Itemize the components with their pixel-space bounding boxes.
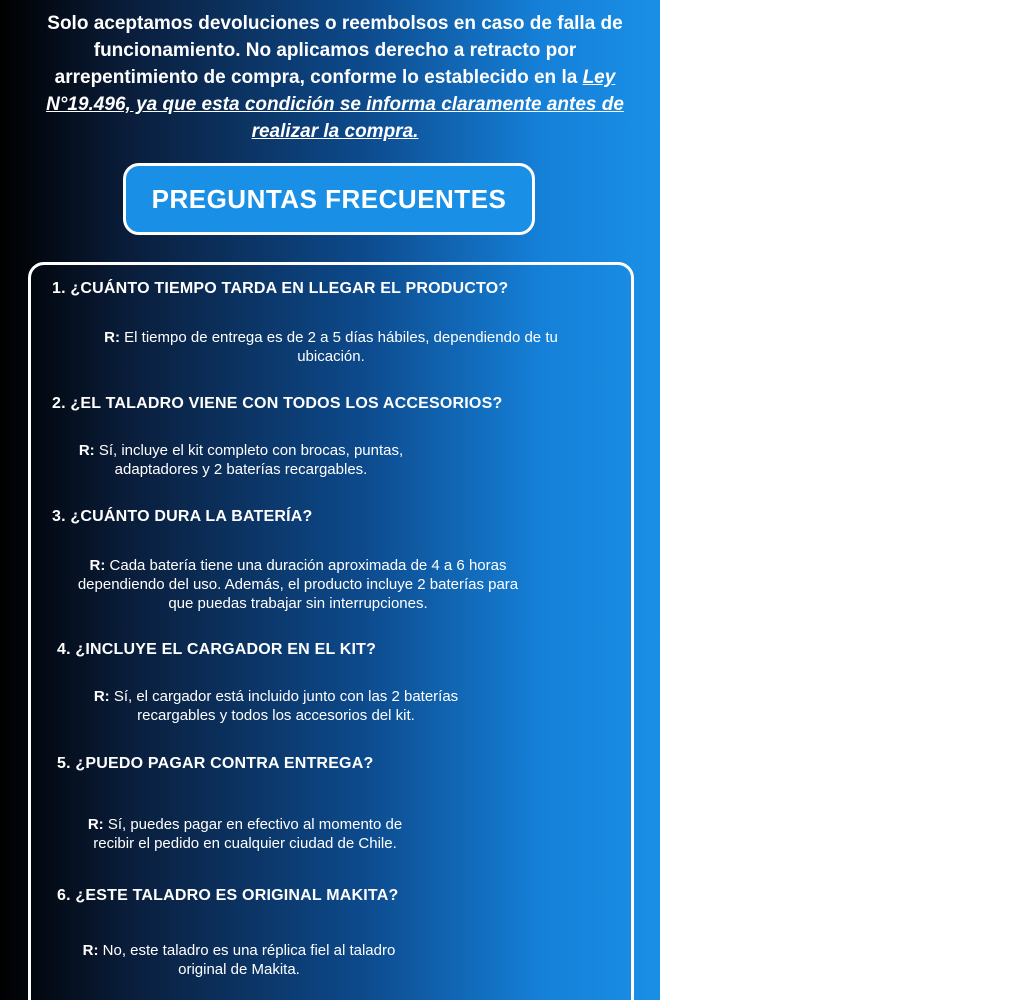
faq-question-1: 1. ¿CUÁNTO TIEMPO TARDA EN LLEGAR EL PRODUCTO? [52, 280, 509, 297]
law-reference-link[interactable]: Ley N°19.496, ya que esta condición se informa claramente antes de realizar la compra. [46, 67, 624, 142]
faq-answer-3-line-2: dependiendo del uso. Además, el producto incluye 2 baterías para [77, 576, 519, 593]
answer-prefix: R: [93, 688, 110, 705]
return-policy-main: Solo aceptamos devoluciones o reembolsos en caso de falla de funcionamiento. No aplicamos derecho a retracto por arrepentimiento de compra, conforme lo establecido en la [47, 13, 623, 88]
faq-title-badge [123, 163, 535, 235]
faq-answer-3-line-3: que puedas trabajar sin interrupciones. [168, 595, 428, 612]
faq-answer-2 [40, 441, 442, 479]
answer-prefix: R: [78, 442, 95, 459]
faq-question-4: 4. ¿INCLUYE EL CARGADOR EN EL KIT? [57, 641, 377, 658]
faq-answer-4-line-2: recargables y todos los accesorios del kit. [137, 707, 415, 724]
faq-answer-5-line-2: recibir el pedido en cualquier ciudad de Chile. [93, 835, 397, 852]
faq-answer-2-line-2: adaptadores y 2 baterías recargables. [114, 461, 368, 478]
faq-answer-5-line-1: Sí, puedes pagar en efectivo al momento de [107, 816, 403, 833]
faq-answer-6-line-2: original de Makita. [178, 961, 300, 978]
faq-answer-3-line-1: Cada batería tiene una duración aproximada de 4 a 6 horas [109, 557, 507, 574]
answer-prefix: R: [82, 942, 99, 959]
faq-title: PREGUNTAS FRECUENTES [151, 183, 507, 214]
faq-question-5: 5. ¿PUEDO PAGAR CONTRA ENTREGA? [57, 755, 374, 772]
faq-answer-5 [52, 815, 438, 853]
faq-question-6: 6. ¿ESTE TALADRO ES ORIGINAL MAKITA? [57, 887, 399, 904]
faq-answer-1-line-2: ubicación. [297, 348, 365, 365]
faq-answer-1 [40, 328, 622, 366]
return-policy-text [30, 10, 640, 145]
faq-answer-3 [28, 556, 568, 613]
faq-answer-2-line-1: Sí, incluye el kit completo con brocas, puntas, [98, 442, 404, 459]
answer-prefix: R: [87, 816, 104, 833]
answer-prefix: R: [89, 557, 106, 574]
faq-answer-1-line-1: El tiempo de entrega es de 2 a 5 días hábiles, dependiendo de tu [124, 329, 558, 346]
faq-answer-4 [52, 687, 500, 725]
faq-answer-4-line-1: Sí, el cargador está incluido junto con las 2 baterías [113, 688, 459, 705]
faq-question-2: 2. ¿EL TALADRO VIENE CON TODOS LOS ACCESORIOS? [52, 395, 503, 412]
faq-answer-6-line-1: No, este taladro es una réplica fiel al taladro [102, 942, 396, 959]
faq-question-3: 3. ¿CUÁNTO DURA LA BATERÍA? [52, 508, 313, 525]
answer-prefix: R: [104, 329, 120, 346]
faq-answer-6 [48, 941, 430, 979]
